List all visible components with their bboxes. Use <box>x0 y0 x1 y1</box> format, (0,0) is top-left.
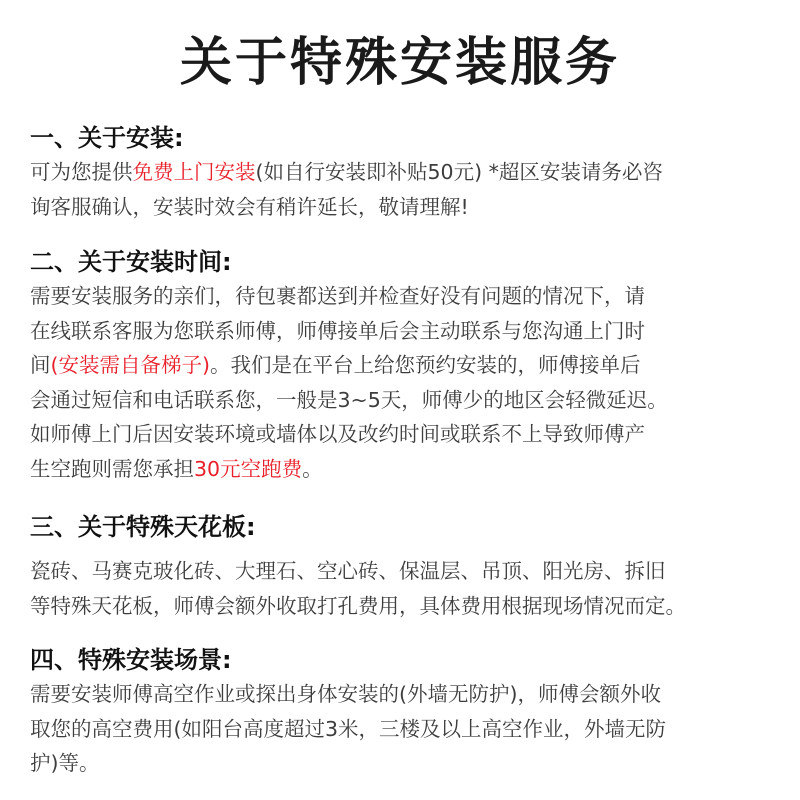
section-body <box>30 554 790 623</box>
text-line: 询客服确认，安装时效会有稍许延长，敬请理解! <box>30 194 469 219</box>
section-body <box>30 677 790 781</box>
text-line: 取您的高空费用(如阳台高度超过3米，三楼及以上高空作业，外墙无防 <box>30 716 667 741</box>
highlight-ladder-note: (安装需自备梯子) <box>50 353 210 377</box>
section-installation-time <box>30 245 790 486</box>
text-line: 会通过短信和电话联系您，一般是3~5天，师傅少的地区会轻微延迟。 <box>30 387 668 412</box>
text-line: 生空跑则需您承担30元空跑费。 <box>30 456 323 481</box>
text-line: 等特殊天花板，师傅会额外收取打孔费用，具体费用根据现场情况而定。 <box>30 593 686 618</box>
section-body <box>30 279 790 486</box>
text-line: 在线联系客服为您联系师傅，师傅接单后会主动联系与您沟通上门时 <box>30 318 645 343</box>
text-line: 如师傅上门后因安装环境或墙体以及改约时间或联系不上导致师傅产 <box>30 422 645 446</box>
section-special-scenarios <box>30 643 790 781</box>
section-body <box>30 155 790 224</box>
page-title: 关于特殊安装服务 <box>179 33 620 93</box>
section-special-ceiling <box>30 510 790 623</box>
section-heading: 一、关于安装: <box>30 124 184 152</box>
text-line: 可为您提供免费上门安装(如自行安装即补贴50元) *超区安装请务必咨 <box>30 160 663 184</box>
text-line: 护)等。 <box>30 751 100 775</box>
text-line: 需要安装服务的亲们，待包裹都送到并检查好没有问题的情况下，请 <box>30 284 645 308</box>
text-line: 需要安装师傅高空作业或探出身体安装的(外墙无防护)，师傅会额外收 <box>30 682 661 706</box>
highlight-empty-trip-fee: 30元空跑费 <box>194 456 303 481</box>
text-line: 间(安装需自备梯子)。我们是在平台上给您预约安装的，师傅接单后 <box>30 353 641 377</box>
section-heading: 三、关于特殊天花板: <box>30 513 256 541</box>
section-heading: 二、关于安装时间: <box>30 248 232 276</box>
highlight-free-installation: 免费上门安装 <box>132 160 256 184</box>
section-installation <box>30 121 790 224</box>
text-line: 瓷砖、马赛克玻化砖、大理石、空心砖、保温层、吊顶、阳光房、拆旧 <box>30 559 666 583</box>
section-heading: 四、特殊安装场景: <box>30 646 232 674</box>
